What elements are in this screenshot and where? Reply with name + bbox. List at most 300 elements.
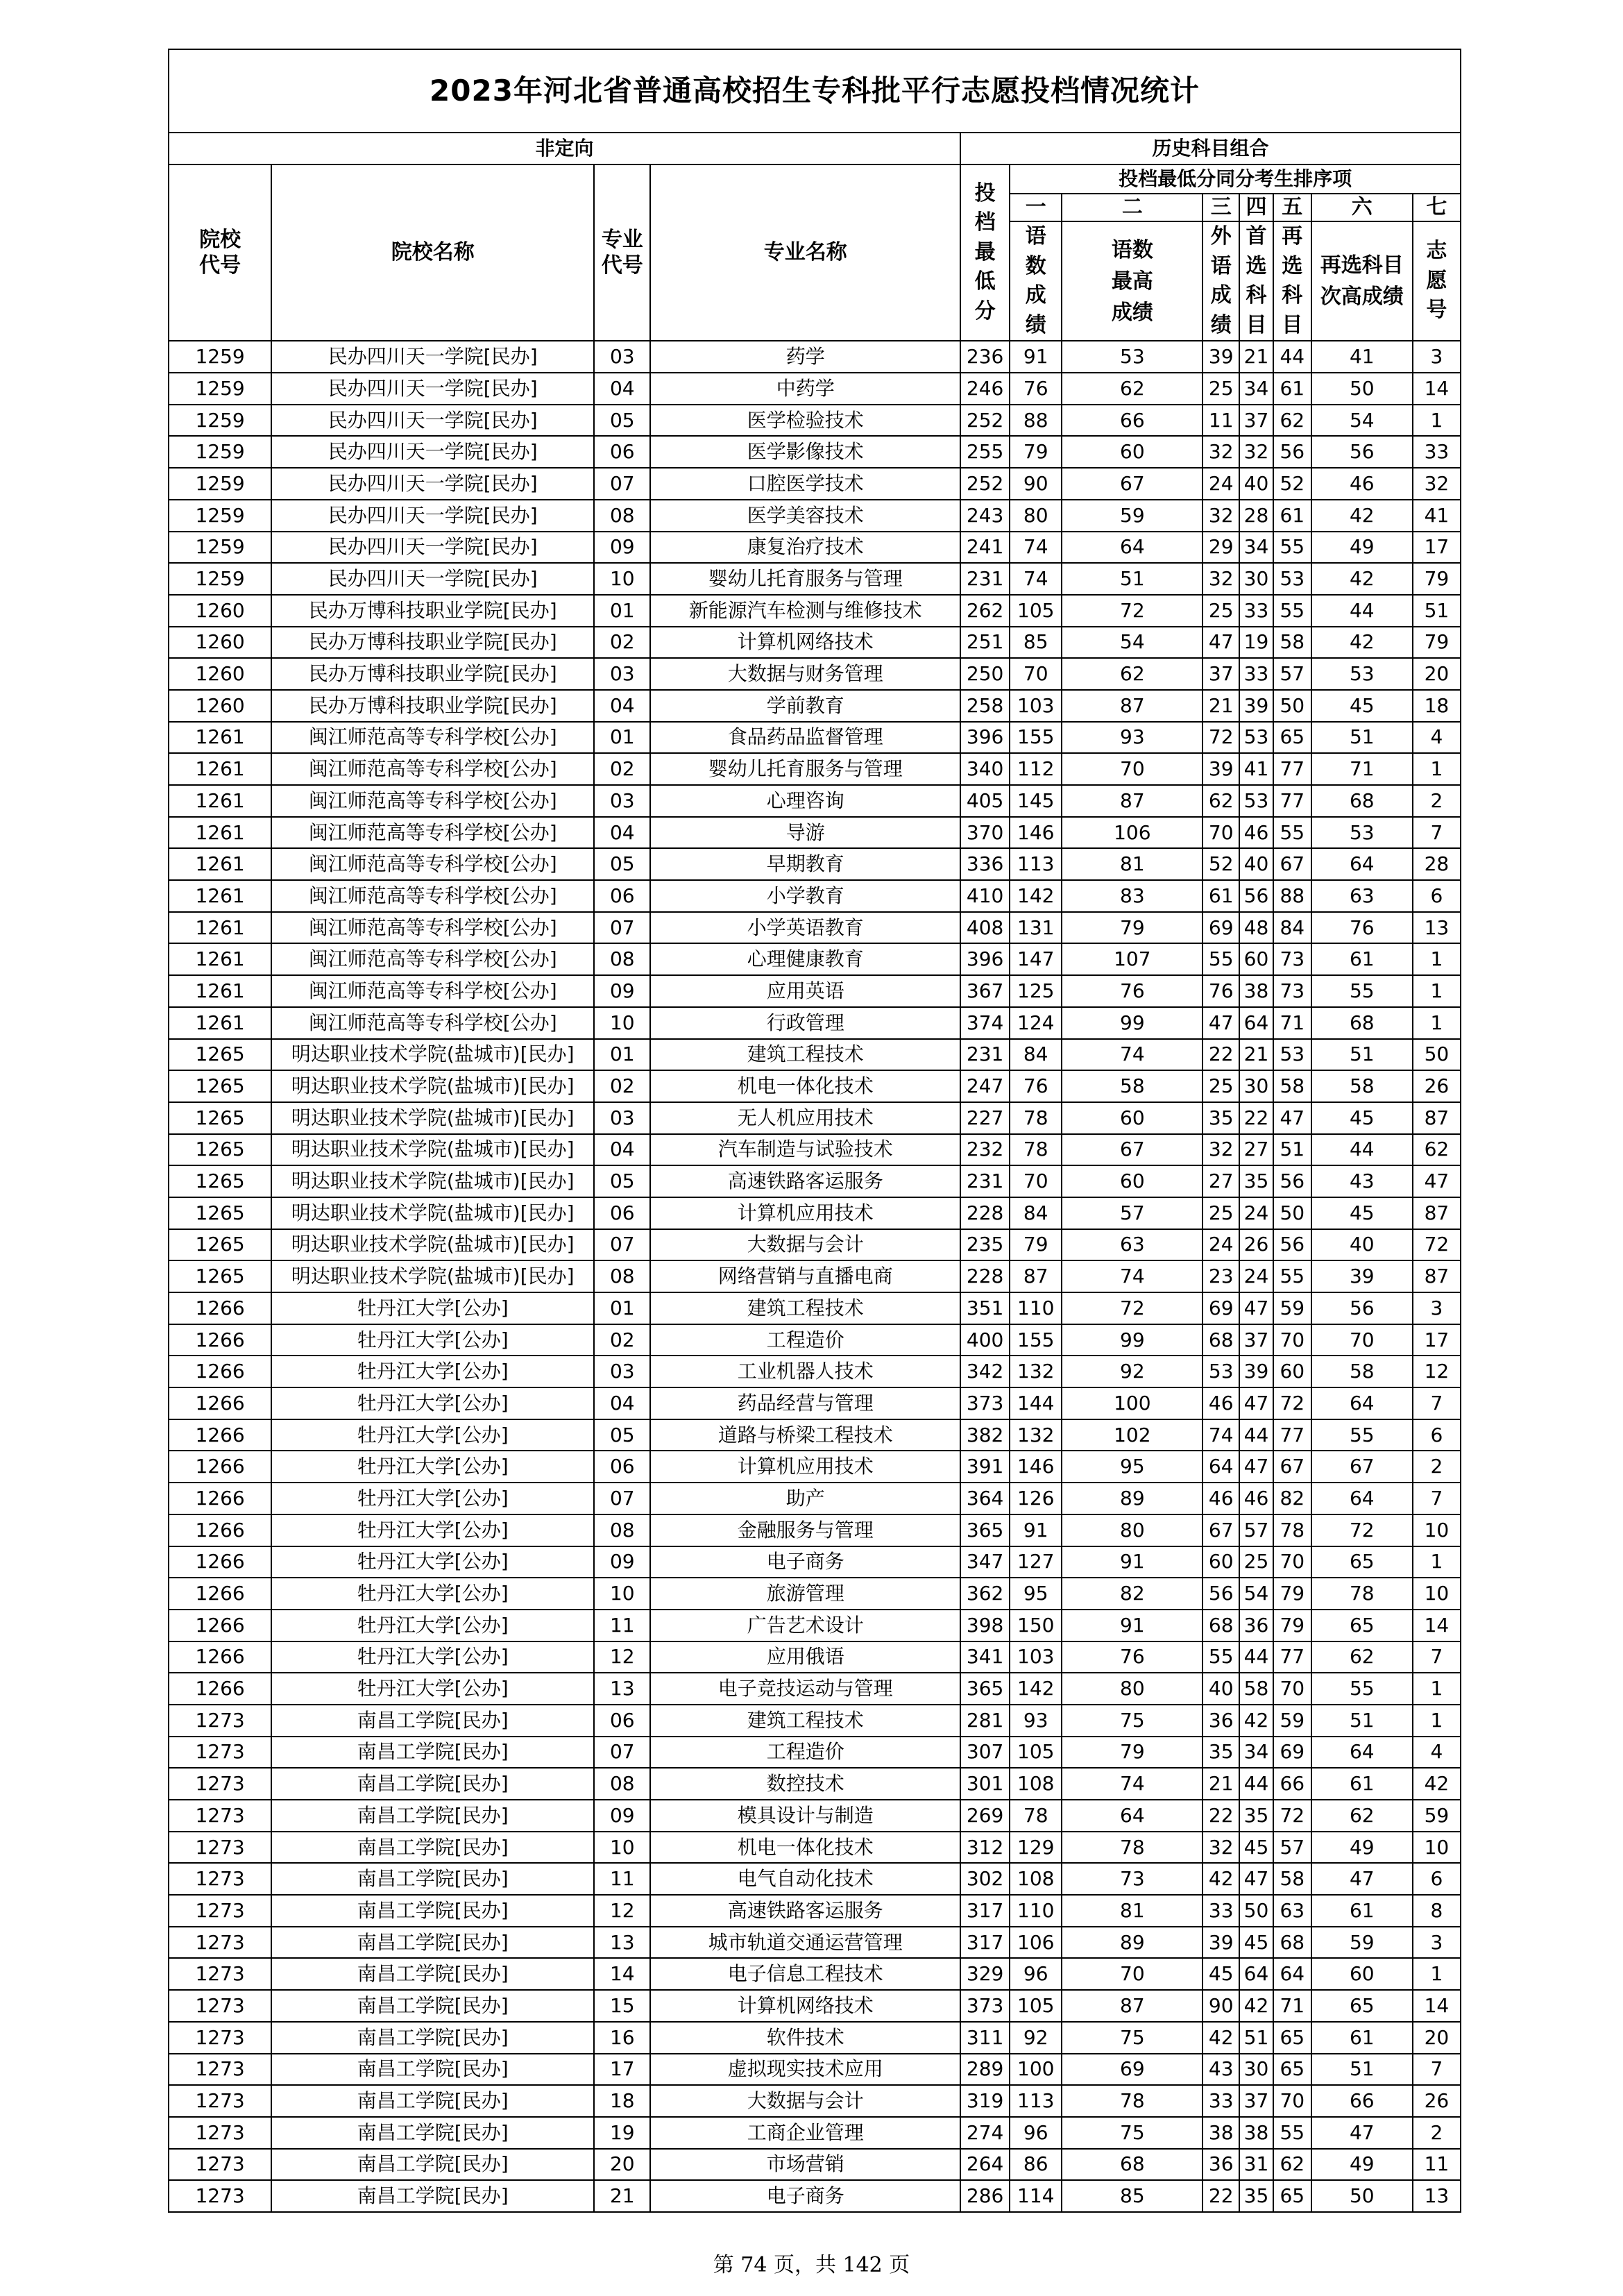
- school-code-cell: 1261: [169, 848, 271, 880]
- first-subject-score-cell: 24: [1239, 1260, 1273, 1292]
- col-header-major-code-text: 专业代号: [601, 227, 643, 278]
- first-subject-score-cell: 58: [1239, 1673, 1273, 1705]
- school-name-cell: 牡丹江大学[公办]: [271, 1610, 594, 1641]
- second-subject-next-cell: 59: [1311, 1927, 1413, 1959]
- second-subject-score-cell: 79: [1273, 1610, 1311, 1641]
- second-subject-next-cell: 72: [1311, 1514, 1413, 1546]
- chinese-math-score-cell: 105: [1010, 1737, 1062, 1769]
- school-code-cell: 1265: [169, 1260, 271, 1292]
- major-code-cell: 03: [594, 341, 650, 373]
- school-code-cell: 1261: [169, 785, 271, 817]
- school-code-cell: 1266: [169, 1546, 271, 1578]
- major-name-cell: 早期教育: [650, 848, 960, 880]
- table-row: [169, 690, 1461, 722]
- choice-number-cell: 1: [1413, 1007, 1461, 1039]
- chinese-math-max-cell: 70: [1062, 753, 1203, 785]
- school-code-cell: 1273: [169, 2180, 271, 2212]
- choice-number-cell: 59: [1413, 1800, 1461, 1832]
- major-code-cell: 05: [594, 848, 650, 880]
- school-name-cell: 南昌工学院[民办]: [271, 1990, 594, 2022]
- second-subject-next-cell: 64: [1311, 848, 1413, 880]
- school-code-cell: 1261: [169, 912, 271, 944]
- table-row: [169, 405, 1461, 437]
- min-score-cell: 264: [960, 2149, 1010, 2181]
- choice-number-cell: 79: [1413, 563, 1461, 595]
- choice-number-cell: 62: [1413, 1134, 1461, 1166]
- school-name-cell: 牡丹江大学[公办]: [271, 1356, 594, 1387]
- major-name-cell: 城市轨道交通运营管理: [650, 1927, 960, 1959]
- second-subject-score-cell: 63: [1273, 1895, 1311, 1927]
- major-code-cell: 14: [594, 1958, 650, 1990]
- major-name-cell: 食品药品监督管理: [650, 722, 960, 754]
- choice-number-cell: 1: [1413, 1673, 1461, 1705]
- foreign-lang-score-cell: 56: [1203, 1578, 1239, 1610]
- foreign-lang-score-cell: 69: [1203, 912, 1239, 944]
- foreign-lang-score-cell: 25: [1203, 595, 1239, 627]
- major-name-cell: 虚拟现实技术应用: [650, 2054, 960, 2086]
- first-subject-score-cell: 42: [1239, 1705, 1273, 1737]
- school-name-cell: 牡丹江大学[公办]: [271, 1324, 594, 1356]
- min-score-cell: 243: [960, 500, 1010, 532]
- school-code-cell: 1273: [169, 1990, 271, 2022]
- table-row: [169, 817, 1461, 849]
- second-subject-next-cell: 62: [1311, 1641, 1413, 1673]
- school-name-cell: 闽江师范高等专科学校[公办]: [271, 785, 594, 817]
- school-name-cell: 南昌工学院[民办]: [271, 1705, 594, 1737]
- second-subject-next-cell: 49: [1311, 1832, 1413, 1864]
- chinese-math-max-cell: 79: [1062, 912, 1203, 944]
- school-code-cell: 1273: [169, 1768, 271, 1800]
- choice-number-cell: 1: [1413, 753, 1461, 785]
- second-subject-next-cell: 42: [1311, 500, 1413, 532]
- school-code-cell: 1265: [169, 1197, 271, 1229]
- major-code-cell: 04: [594, 1387, 650, 1419]
- chinese-math-max-cell: 62: [1062, 373, 1203, 405]
- major-name-cell: 婴幼儿托育服务与管理: [650, 753, 960, 785]
- foreign-lang-score-cell: 74: [1203, 1419, 1239, 1451]
- school-code-cell: 1266: [169, 1641, 271, 1673]
- order-1: 一: [1010, 194, 1062, 221]
- foreign-lang-score-cell: 72: [1203, 722, 1239, 754]
- order-4: 四: [1239, 194, 1273, 221]
- second-subject-next-cell: 51: [1311, 722, 1413, 754]
- table-row: [169, 1958, 1461, 1990]
- min-score-cell: 235: [960, 1229, 1010, 1261]
- chinese-math-max-cell: 102: [1062, 1419, 1203, 1451]
- second-subject-next-cell: 61: [1311, 2022, 1413, 2054]
- table-row: [169, 658, 1461, 690]
- major-name-cell: 数控技术: [650, 1768, 960, 1800]
- chinese-math-score-cell: 74: [1010, 563, 1062, 595]
- second-subject-score-cell: 69: [1273, 1737, 1311, 1769]
- choice-number-cell: 87: [1413, 1197, 1461, 1229]
- chinese-math-max-cell: 75: [1062, 1705, 1203, 1737]
- col-header-major-name: 专业名称: [650, 164, 960, 341]
- major-name-cell: 中药学: [650, 373, 960, 405]
- second-subject-next-cell: 67: [1311, 1451, 1413, 1483]
- major-name-cell: 网络营销与直播电商: [650, 1260, 960, 1292]
- foreign-lang-score-cell: 40: [1203, 1673, 1239, 1705]
- major-code-cell: 16: [594, 2022, 650, 2054]
- first-subject-score-cell: 30: [1239, 563, 1273, 595]
- min-score-cell: 319: [960, 2085, 1010, 2117]
- first-subject-score-cell: 60: [1239, 943, 1273, 975]
- chinese-math-score-cell: 110: [1010, 1895, 1062, 1927]
- second-subject-score-cell: 79: [1273, 1578, 1311, 1610]
- school-code-cell: 1266: [169, 1673, 271, 1705]
- sub-header: 投档最低分同分考生排序项: [1010, 164, 1461, 194]
- choice-number-cell: 41: [1413, 500, 1461, 532]
- choice-number-cell: 6: [1413, 1863, 1461, 1895]
- school-name-cell: 南昌工学院[民办]: [271, 2149, 594, 2181]
- min-score-cell: 258: [960, 690, 1010, 722]
- col-header-o3: [1203, 221, 1239, 341]
- major-code-cell: 10: [594, 1007, 650, 1039]
- chinese-math-max-cell: 64: [1062, 1800, 1203, 1832]
- order-3: 三: [1203, 194, 1239, 221]
- table-row: [169, 1419, 1461, 1451]
- school-code-cell: 1273: [169, 1863, 271, 1895]
- chinese-math-score-cell: 79: [1010, 1229, 1062, 1261]
- choice-number-cell: 4: [1413, 1737, 1461, 1769]
- second-subject-next-cell: 46: [1311, 468, 1413, 500]
- chinese-math-max-cell: 74: [1062, 1260, 1203, 1292]
- first-subject-score-cell: 36: [1239, 1610, 1273, 1641]
- min-score-cell: 342: [960, 1356, 1010, 1387]
- col-header-o2-text: 语数最高成绩: [1111, 237, 1153, 325]
- school-name-cell: 明达职业技术学院(盐城市)[民办]: [271, 1197, 594, 1229]
- min-score-cell: 252: [960, 405, 1010, 437]
- choice-number-cell: 28: [1413, 848, 1461, 880]
- major-code-cell: 07: [594, 912, 650, 944]
- first-subject-score-cell: 35: [1239, 1165, 1273, 1197]
- second-subject-score-cell: 58: [1273, 1863, 1311, 1895]
- foreign-lang-score-cell: 25: [1203, 1197, 1239, 1229]
- foreign-lang-score-cell: 24: [1203, 1229, 1239, 1261]
- major-code-cell: 06: [594, 436, 650, 468]
- chinese-math-max-cell: 72: [1062, 1292, 1203, 1324]
- choice-number-cell: 10: [1413, 1514, 1461, 1546]
- choice-number-cell: 14: [1413, 373, 1461, 405]
- min-score-cell: 373: [960, 1990, 1010, 2022]
- school-name-cell: 闽江师范高等专科学校[公办]: [271, 880, 594, 912]
- foreign-lang-score-cell: 64: [1203, 1451, 1239, 1483]
- first-subject-score-cell: 32: [1239, 436, 1273, 468]
- foreign-lang-score-cell: 42: [1203, 2022, 1239, 2054]
- second-subject-score-cell: 77: [1273, 1419, 1311, 1451]
- major-code-cell: 08: [594, 500, 650, 532]
- second-subject-score-cell: 55: [1273, 595, 1311, 627]
- chinese-math-max-cell: 76: [1062, 975, 1203, 1007]
- chinese-math-score-cell: 93: [1010, 1705, 1062, 1737]
- choice-number-cell: 12: [1413, 1356, 1461, 1387]
- table-row: [169, 1895, 1461, 1927]
- school-code-cell: 1261: [169, 817, 271, 849]
- second-subject-score-cell: 57: [1273, 1832, 1311, 1864]
- chinese-math-max-cell: 67: [1062, 468, 1203, 500]
- choice-number-cell: 7: [1413, 1483, 1461, 1514]
- min-score-cell: 365: [960, 1514, 1010, 1546]
- major-code-cell: 08: [594, 1768, 650, 1800]
- second-subject-score-cell: 71: [1273, 1990, 1311, 2022]
- school-code-cell: 1265: [169, 1229, 271, 1261]
- second-subject-next-cell: 44: [1311, 595, 1413, 627]
- major-code-cell: 11: [594, 1610, 650, 1641]
- school-name-cell: 闽江师范高等专科学校[公办]: [271, 848, 594, 880]
- choice-number-cell: 13: [1413, 912, 1461, 944]
- table-row: [169, 880, 1461, 912]
- major-name-cell: 大数据与会计: [650, 1229, 960, 1261]
- chinese-math-max-cell: 72: [1062, 595, 1203, 627]
- chinese-math-max-cell: 100: [1062, 1387, 1203, 1419]
- choice-number-cell: 87: [1413, 1260, 1461, 1292]
- choice-number-cell: 7: [1413, 1387, 1461, 1419]
- choice-number-cell: 6: [1413, 1419, 1461, 1451]
- table-row: [169, 341, 1461, 373]
- first-subject-score-cell: 30: [1239, 1070, 1273, 1102]
- min-score-cell: 364: [960, 1483, 1010, 1514]
- group-header-right: 历史科目组合: [960, 133, 1461, 164]
- min-score-cell: 231: [960, 563, 1010, 595]
- school-name-cell: 民办万博科技职业学院[民办]: [271, 690, 594, 722]
- first-subject-score-cell: 47: [1239, 1387, 1273, 1419]
- min-score-cell: 362: [960, 1578, 1010, 1610]
- choice-number-cell: 87: [1413, 1102, 1461, 1134]
- table-row: [169, 1546, 1461, 1578]
- min-score-cell: 396: [960, 943, 1010, 975]
- school-name-cell: 牡丹江大学[公办]: [271, 1546, 594, 1578]
- chinese-math-max-cell: 87: [1062, 785, 1203, 817]
- school-name-cell: 牡丹江大学[公办]: [271, 1292, 594, 1324]
- table-row: [169, 1514, 1461, 1546]
- chinese-math-score-cell: 132: [1010, 1419, 1062, 1451]
- foreign-lang-score-cell: 36: [1203, 2149, 1239, 2181]
- foreign-lang-score-cell: 25: [1203, 373, 1239, 405]
- table-row: [169, 1356, 1461, 1387]
- second-subject-score-cell: 70: [1273, 1673, 1311, 1705]
- choice-number-cell: 8: [1413, 1895, 1461, 1927]
- choice-number-cell: 7: [1413, 2054, 1461, 2086]
- foreign-lang-score-cell: 90: [1203, 1990, 1239, 2022]
- major-code-cell: 03: [594, 658, 650, 690]
- document-page: [168, 49, 1461, 2213]
- table-row: [169, 1324, 1461, 1356]
- major-code-cell: 03: [594, 785, 650, 817]
- school-code-cell: 1259: [169, 563, 271, 595]
- first-subject-score-cell: 50: [1239, 1895, 1273, 1927]
- chinese-math-score-cell: 146: [1010, 817, 1062, 849]
- school-code-cell: 1273: [169, 2117, 271, 2149]
- foreign-lang-score-cell: 32: [1203, 1134, 1239, 1166]
- chinese-math-score-cell: 87: [1010, 1260, 1062, 1292]
- school-code-cell: 1273: [169, 1705, 271, 1737]
- major-name-cell: 道路与桥梁工程技术: [650, 1419, 960, 1451]
- second-subject-score-cell: 53: [1273, 1039, 1311, 1071]
- second-subject-score-cell: 64: [1273, 1958, 1311, 1990]
- school-code-cell: 1260: [169, 627, 271, 659]
- major-name-cell: 导游: [650, 817, 960, 849]
- major-name-cell: 计算机应用技术: [650, 1451, 960, 1483]
- chinese-math-max-cell: 91: [1062, 1610, 1203, 1641]
- major-code-cell: 21: [594, 2180, 650, 2212]
- foreign-lang-score-cell: 47: [1203, 627, 1239, 659]
- foreign-lang-score-cell: 60: [1203, 1546, 1239, 1578]
- table-row: [169, 1387, 1461, 1419]
- second-subject-score-cell: 55: [1273, 2117, 1311, 2149]
- foreign-lang-score-cell: 21: [1203, 690, 1239, 722]
- chinese-math-score-cell: 113: [1010, 848, 1062, 880]
- major-code-cell: 07: [594, 1229, 650, 1261]
- second-subject-score-cell: 78: [1273, 1514, 1311, 1546]
- second-subject-next-cell: 64: [1311, 1737, 1413, 1769]
- major-code-cell: 18: [594, 2085, 650, 2117]
- school-name-cell: 南昌工学院[民办]: [271, 1768, 594, 1800]
- major-code-cell: 10: [594, 1832, 650, 1864]
- chinese-math-max-cell: 70: [1062, 1958, 1203, 1990]
- major-code-cell: 09: [594, 532, 650, 564]
- first-subject-score-cell: 41: [1239, 753, 1273, 785]
- col-header-code: [169, 164, 271, 341]
- second-subject-score-cell: 56: [1273, 1165, 1311, 1197]
- major-code-cell: 12: [594, 1895, 650, 1927]
- min-score-cell: 408: [960, 912, 1010, 944]
- foreign-lang-score-cell: 35: [1203, 1102, 1239, 1134]
- school-code-cell: 1266: [169, 1324, 271, 1356]
- second-subject-score-cell: 57: [1273, 658, 1311, 690]
- min-score-cell: 329: [960, 1958, 1010, 1990]
- major-code-cell: 02: [594, 1070, 650, 1102]
- table-row: [169, 2054, 1461, 2086]
- second-subject-score-cell: 70: [1273, 1324, 1311, 1356]
- chinese-math-score-cell: 147: [1010, 943, 1062, 975]
- second-subject-score-cell: 73: [1273, 975, 1311, 1007]
- major-name-cell: 行政管理: [650, 1007, 960, 1039]
- min-score-cell: 373: [960, 1387, 1010, 1419]
- choice-number-cell: 18: [1413, 690, 1461, 722]
- chinese-math-score-cell: 150: [1010, 1610, 1062, 1641]
- major-name-cell: 建筑工程技术: [650, 1292, 960, 1324]
- major-code-cell: 07: [594, 468, 650, 500]
- first-subject-score-cell: 34: [1239, 373, 1273, 405]
- choice-number-cell: 17: [1413, 1324, 1461, 1356]
- major-name-cell: 工程造价: [650, 1324, 960, 1356]
- school-name-cell: 民办四川天一学院[民办]: [271, 532, 594, 564]
- first-subject-score-cell: 39: [1239, 1356, 1273, 1387]
- chinese-math-score-cell: 91: [1010, 1514, 1062, 1546]
- min-score-cell: 341: [960, 1641, 1010, 1673]
- chinese-math-max-cell: 95: [1062, 1451, 1203, 1483]
- second-subject-score-cell: 60: [1273, 1356, 1311, 1387]
- foreign-lang-score-cell: 62: [1203, 785, 1239, 817]
- min-score-cell: 307: [960, 1737, 1010, 1769]
- major-code-cell: 04: [594, 690, 650, 722]
- school-name-cell: 牡丹江大学[公办]: [271, 1419, 594, 1451]
- foreign-lang-score-cell: 36: [1203, 1705, 1239, 1737]
- min-score-cell: 262: [960, 595, 1010, 627]
- first-subject-score-cell: 56: [1239, 880, 1273, 912]
- table-row: [169, 500, 1461, 532]
- col-header-name: 院校名称: [271, 164, 594, 341]
- school-code-cell: 1259: [169, 436, 271, 468]
- school-name-cell: 牡丹江大学[公办]: [271, 1673, 594, 1705]
- second-subject-next-cell: 68: [1311, 785, 1413, 817]
- foreign-lang-score-cell: 23: [1203, 1260, 1239, 1292]
- major-code-cell: 04: [594, 1134, 650, 1166]
- first-subject-score-cell: 26: [1239, 1229, 1273, 1261]
- second-subject-score-cell: 55: [1273, 532, 1311, 564]
- major-name-cell: 婴幼儿托育服务与管理: [650, 563, 960, 595]
- second-subject-next-cell: 39: [1311, 1260, 1413, 1292]
- major-name-cell: 旅游管理: [650, 1578, 960, 1610]
- second-subject-next-cell: 42: [1311, 563, 1413, 595]
- school-code-cell: 1273: [169, 2022, 271, 2054]
- chinese-math-max-cell: 99: [1062, 1007, 1203, 1039]
- school-name-cell: 民办四川天一学院[民办]: [271, 405, 594, 437]
- school-name-cell: 南昌工学院[民办]: [271, 2054, 594, 2086]
- school-code-cell: 1265: [169, 1070, 271, 1102]
- col-header-min-score: [960, 164, 1010, 341]
- chinese-math-score-cell: 84: [1010, 1197, 1062, 1229]
- school-name-cell: 南昌工学院[民办]: [271, 2022, 594, 2054]
- second-subject-score-cell: 50: [1273, 1197, 1311, 1229]
- major-code-cell: 05: [594, 1419, 650, 1451]
- second-subject-next-cell: 58: [1311, 1070, 1413, 1102]
- second-subject-next-cell: 63: [1311, 880, 1413, 912]
- school-code-cell: 1259: [169, 341, 271, 373]
- foreign-lang-score-cell: 70: [1203, 817, 1239, 849]
- min-score-cell: 347: [960, 1546, 1010, 1578]
- chinese-math-max-cell: 74: [1062, 1039, 1203, 1071]
- chinese-math-score-cell: 84: [1010, 1039, 1062, 1071]
- chinese-math-score-cell: 112: [1010, 753, 1062, 785]
- first-subject-score-cell: 57: [1239, 1514, 1273, 1546]
- first-subject-score-cell: 33: [1239, 658, 1273, 690]
- major-code-cell: 01: [594, 1292, 650, 1324]
- table-row: [169, 1641, 1461, 1673]
- foreign-lang-score-cell: 33: [1203, 2085, 1239, 2117]
- second-subject-next-cell: 42: [1311, 627, 1413, 659]
- table-row: [169, 1768, 1461, 1800]
- chinese-math-max-cell: 107: [1062, 943, 1203, 975]
- second-subject-score-cell: 65: [1273, 2054, 1311, 2086]
- chinese-math-max-cell: 67: [1062, 1134, 1203, 1166]
- order-5: 五: [1273, 194, 1311, 221]
- second-subject-next-cell: 51: [1311, 1039, 1413, 1071]
- choice-number-cell: 20: [1413, 2022, 1461, 2054]
- second-subject-next-cell: 45: [1311, 690, 1413, 722]
- school-code-cell: 1265: [169, 1039, 271, 1071]
- chinese-math-score-cell: 76: [1010, 1070, 1062, 1102]
- choice-number-cell: 1: [1413, 1546, 1461, 1578]
- second-subject-next-cell: 47: [1311, 1863, 1413, 1895]
- first-subject-score-cell: 53: [1239, 785, 1273, 817]
- second-subject-next-cell: 41: [1311, 341, 1413, 373]
- major-code-cell: 19: [594, 2117, 650, 2149]
- foreign-lang-score-cell: 21: [1203, 1768, 1239, 1800]
- second-subject-score-cell: 62: [1273, 405, 1311, 437]
- school-code-cell: 1261: [169, 880, 271, 912]
- table-row: [169, 1070, 1461, 1102]
- first-subject-score-cell: 51: [1239, 2022, 1273, 2054]
- school-name-cell: 明达职业技术学院(盐城市)[民办]: [271, 1102, 594, 1134]
- choice-number-cell: 14: [1413, 1610, 1461, 1641]
- min-score-cell: 351: [960, 1292, 1010, 1324]
- school-code-cell: 1259: [169, 373, 271, 405]
- min-score-cell: 269: [960, 1800, 1010, 1832]
- min-score-cell: 255: [960, 436, 1010, 468]
- choice-number-cell: 1: [1413, 975, 1461, 1007]
- chinese-math-max-cell: 89: [1062, 1927, 1203, 1959]
